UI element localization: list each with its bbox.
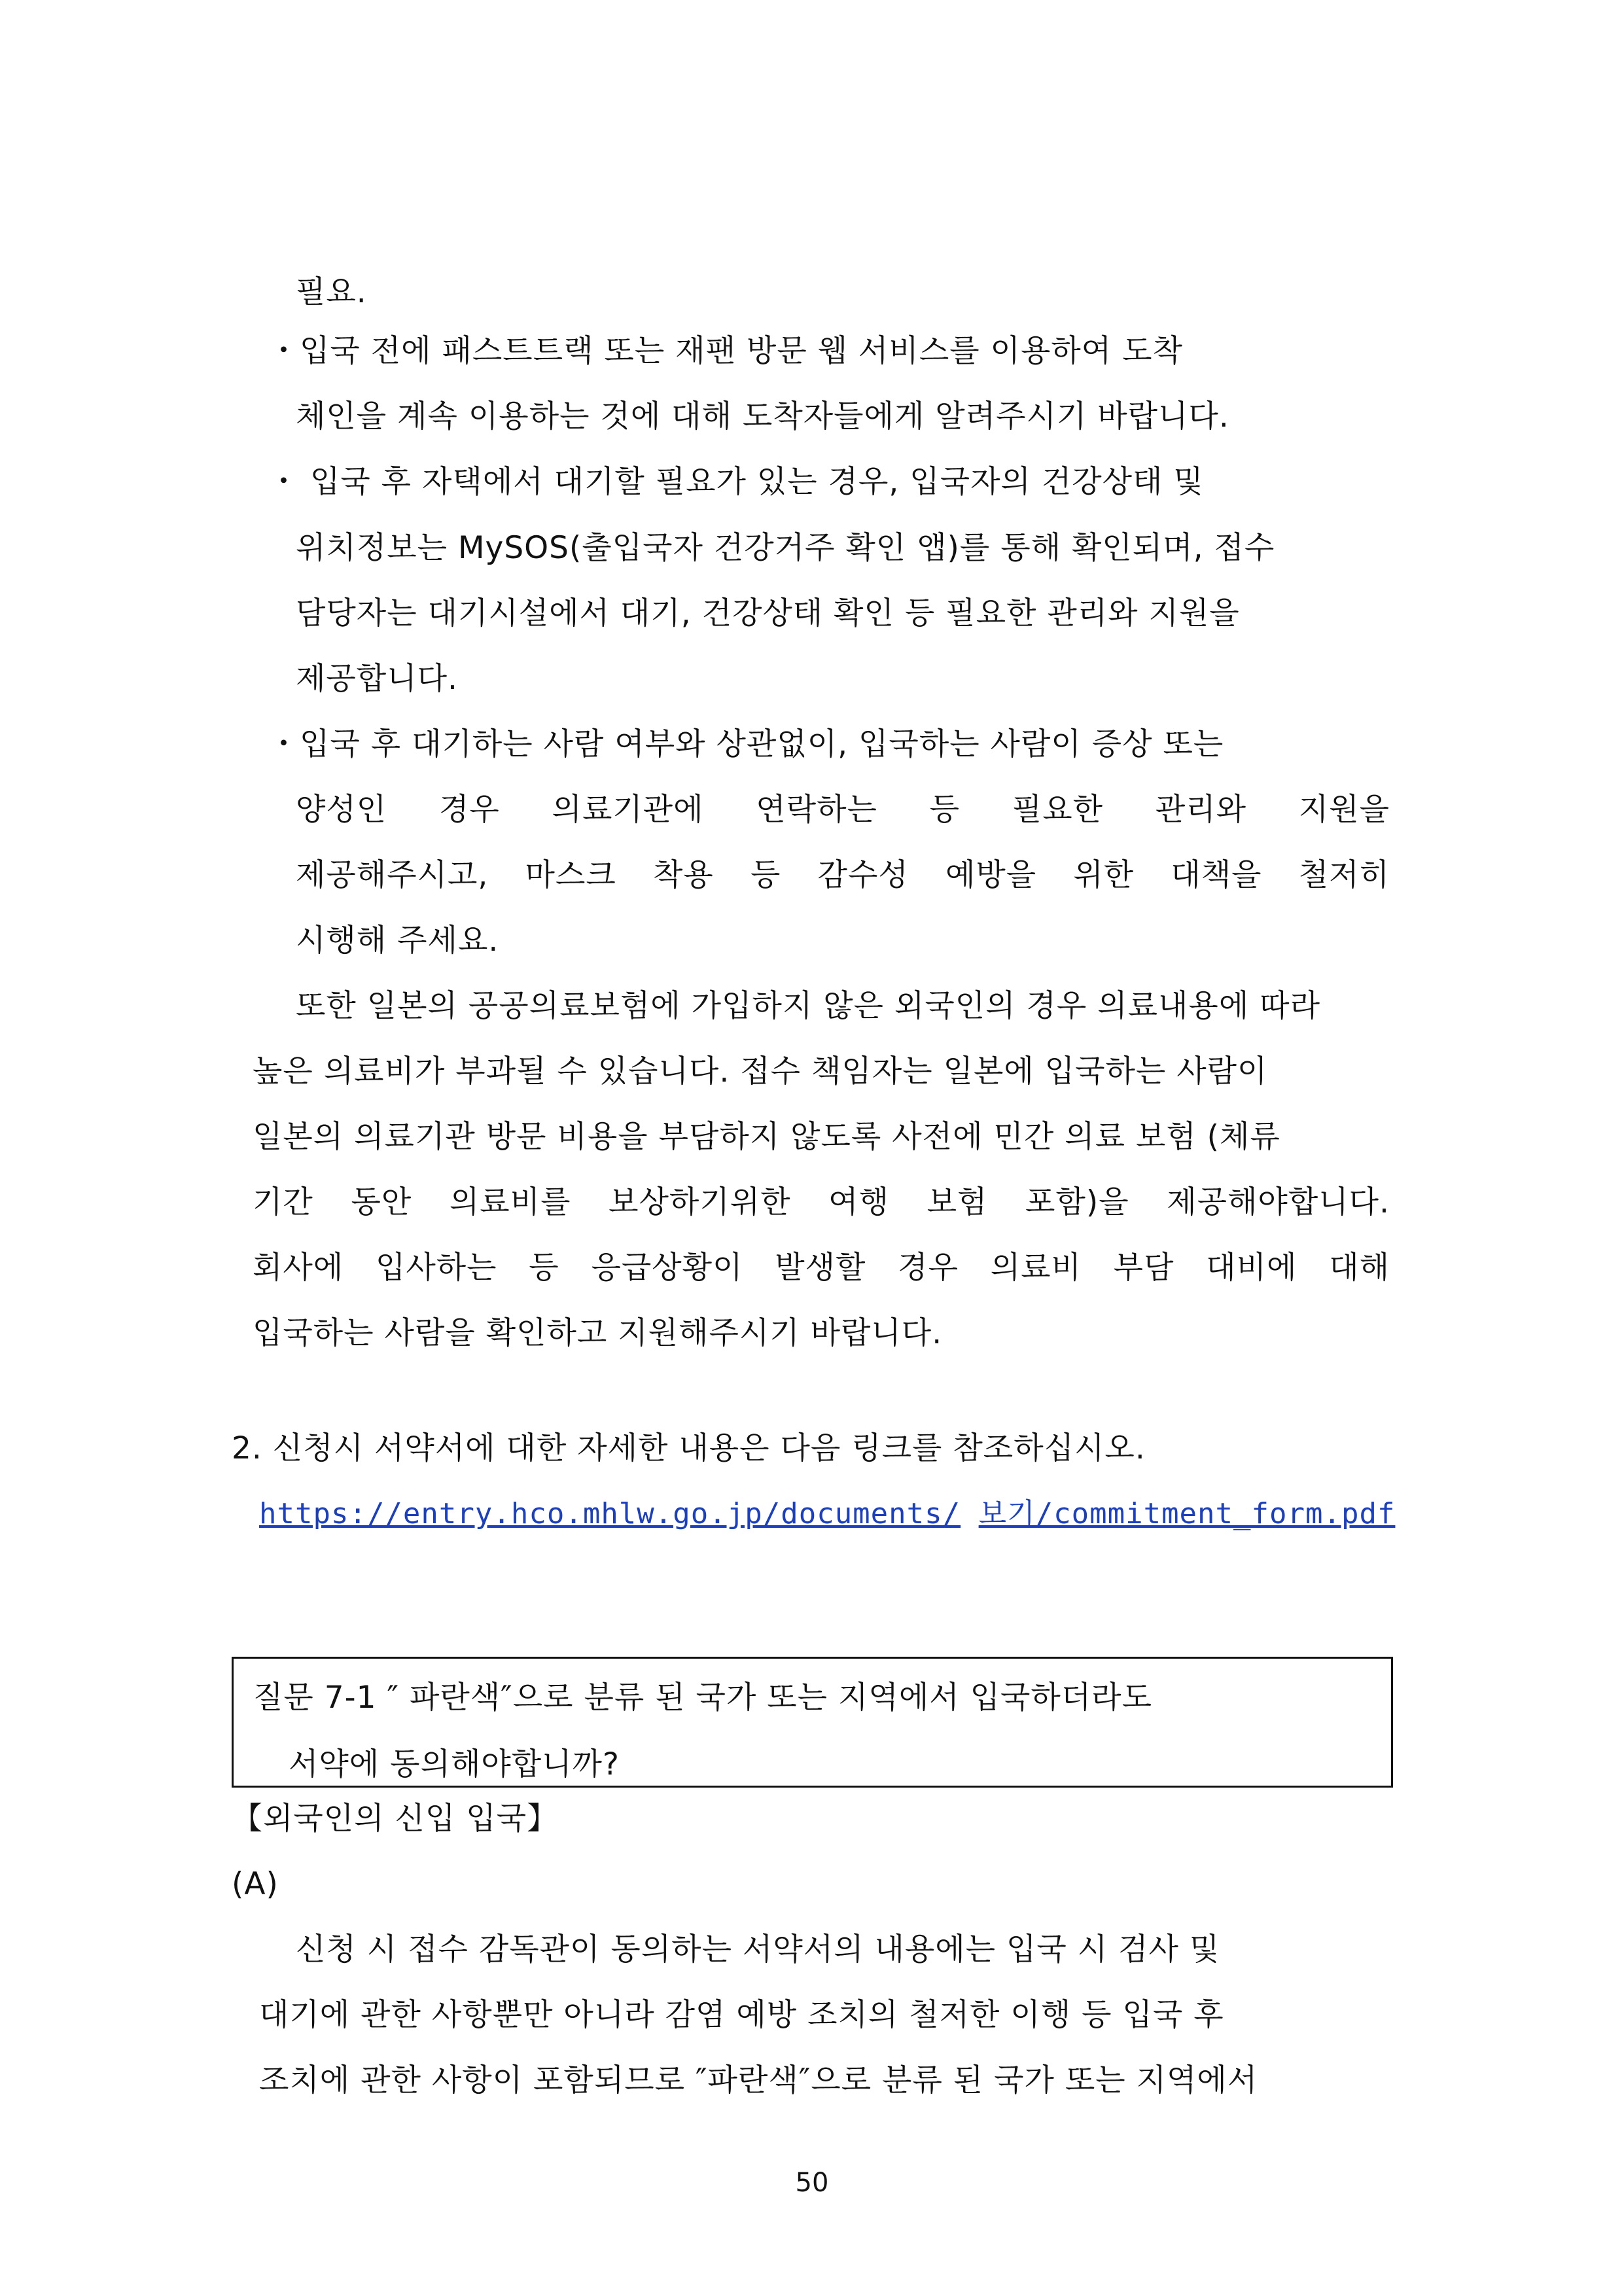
commitment-form-link-part1[interactable]: https://entry.hco.mhlw.go.jp/documents/ bbox=[259, 1497, 961, 1530]
page-number: 50 bbox=[795, 2168, 829, 2198]
bullet-item: ・ 입국 후 자택에서 대기할 필요가 있는 경우, 입국자의 건강상태 및 bbox=[268, 464, 1204, 500]
numbered-item bbox=[232, 1428, 1146, 1470]
text-line: 담당자는 대기시설에서 대기, 건강상태 확인 등 필요한 관리와 지원을 bbox=[296, 595, 1240, 631]
section-heading: 【외국인의 신입 입국】 bbox=[232, 1801, 559, 1837]
paragraph-line: 회사에 입사하는 등 응급상황이 발생할 경우 의료비 부담 대비에 대해 bbox=[253, 1250, 1390, 1286]
paragraph-line: 대기에 관한 사항뿐만 아니라 감염 예방 조치의 철저한 이행 등 입국 후 bbox=[259, 1997, 1224, 2033]
question-box bbox=[232, 1657, 1393, 1788]
paragraph-line: 일본의 의료기관 방문 비용을 부담하지 않도록 사전에 민간 의료 보험 (체류 bbox=[253, 1119, 1280, 1155]
text-line: 양성인 경우 의료기관에 연락하는 등 필요한 관리와 지원을 bbox=[296, 792, 1390, 828]
section-label: (A) bbox=[232, 1866, 279, 1902]
numbered-item-text: 2. 신청시 서약서에 대한 자세한 내용은 다음 링크를 참조하십시오. bbox=[232, 1430, 1146, 1466]
text-line: 필요. bbox=[296, 274, 367, 310]
question-line-1: 질문 7-1 ″ 파란색″으로 분류 된 국가 또는 지역에서 입국하더라도 bbox=[253, 1680, 1152, 1716]
paragraph-line: 높은 의료비가 부과될 수 있습니다. 접수 책임자는 일본에 입국하는 사람이 bbox=[253, 1053, 1268, 1089]
text-line: 제공합니다. bbox=[296, 661, 458, 697]
text-line: 시행해 주세요. bbox=[296, 923, 499, 959]
text-line: 제공해주시고, 마스크 착용 등 감수성 예방을 위한 대책을 철저히 bbox=[296, 857, 1390, 893]
bullet-item: ・입국 전에 패스트트랙 또는 재팬 방문 웹 서비스를 이용하여 도착 bbox=[268, 333, 1183, 369]
paragraph-line: 조치에 관한 사항이 포함되므로 ″파란색″으로 분류 된 국가 또는 지역에서 bbox=[259, 2062, 1258, 2098]
text-line: 위치정보는 MySOS(출입국자 건강거주 확인 앱)를 통해 확인되며, 접수 bbox=[296, 530, 1275, 566]
paragraph-line: 또한 일본의 공공의료보험에 가입하지 않은 외국인의 경우 의료내용에 따라 bbox=[296, 988, 1320, 1024]
paragraph-line: 기간 동안 의료비를 보상하기위한 여행 보험 포함)을 제공해야합니다. bbox=[253, 1184, 1390, 1220]
bullet-item: ・입국 후 대기하는 사람 여부와 상관없이, 입국하는 사람이 증상 또는 bbox=[268, 726, 1224, 762]
link-line bbox=[259, 1493, 1395, 1535]
question-line-2: 서약에 동의해야합니까? bbox=[289, 1746, 620, 1782]
paragraph-line: 입국하는 사람을 확인하고 지원해주시기 바랍니다. bbox=[253, 1315, 943, 1351]
text-line: 체인을 계속 이용하는 것에 대해 도착자들에게 알려주시기 바랍니다. bbox=[296, 398, 1229, 434]
paragraph-line: 신청 시 접수 감독관이 동의하는 서약서의 내용에는 입국 시 검사 및 bbox=[296, 1932, 1220, 1968]
commitment-form-link-part2[interactable]: 보기/commitment_form.pdf bbox=[978, 1497, 1396, 1530]
